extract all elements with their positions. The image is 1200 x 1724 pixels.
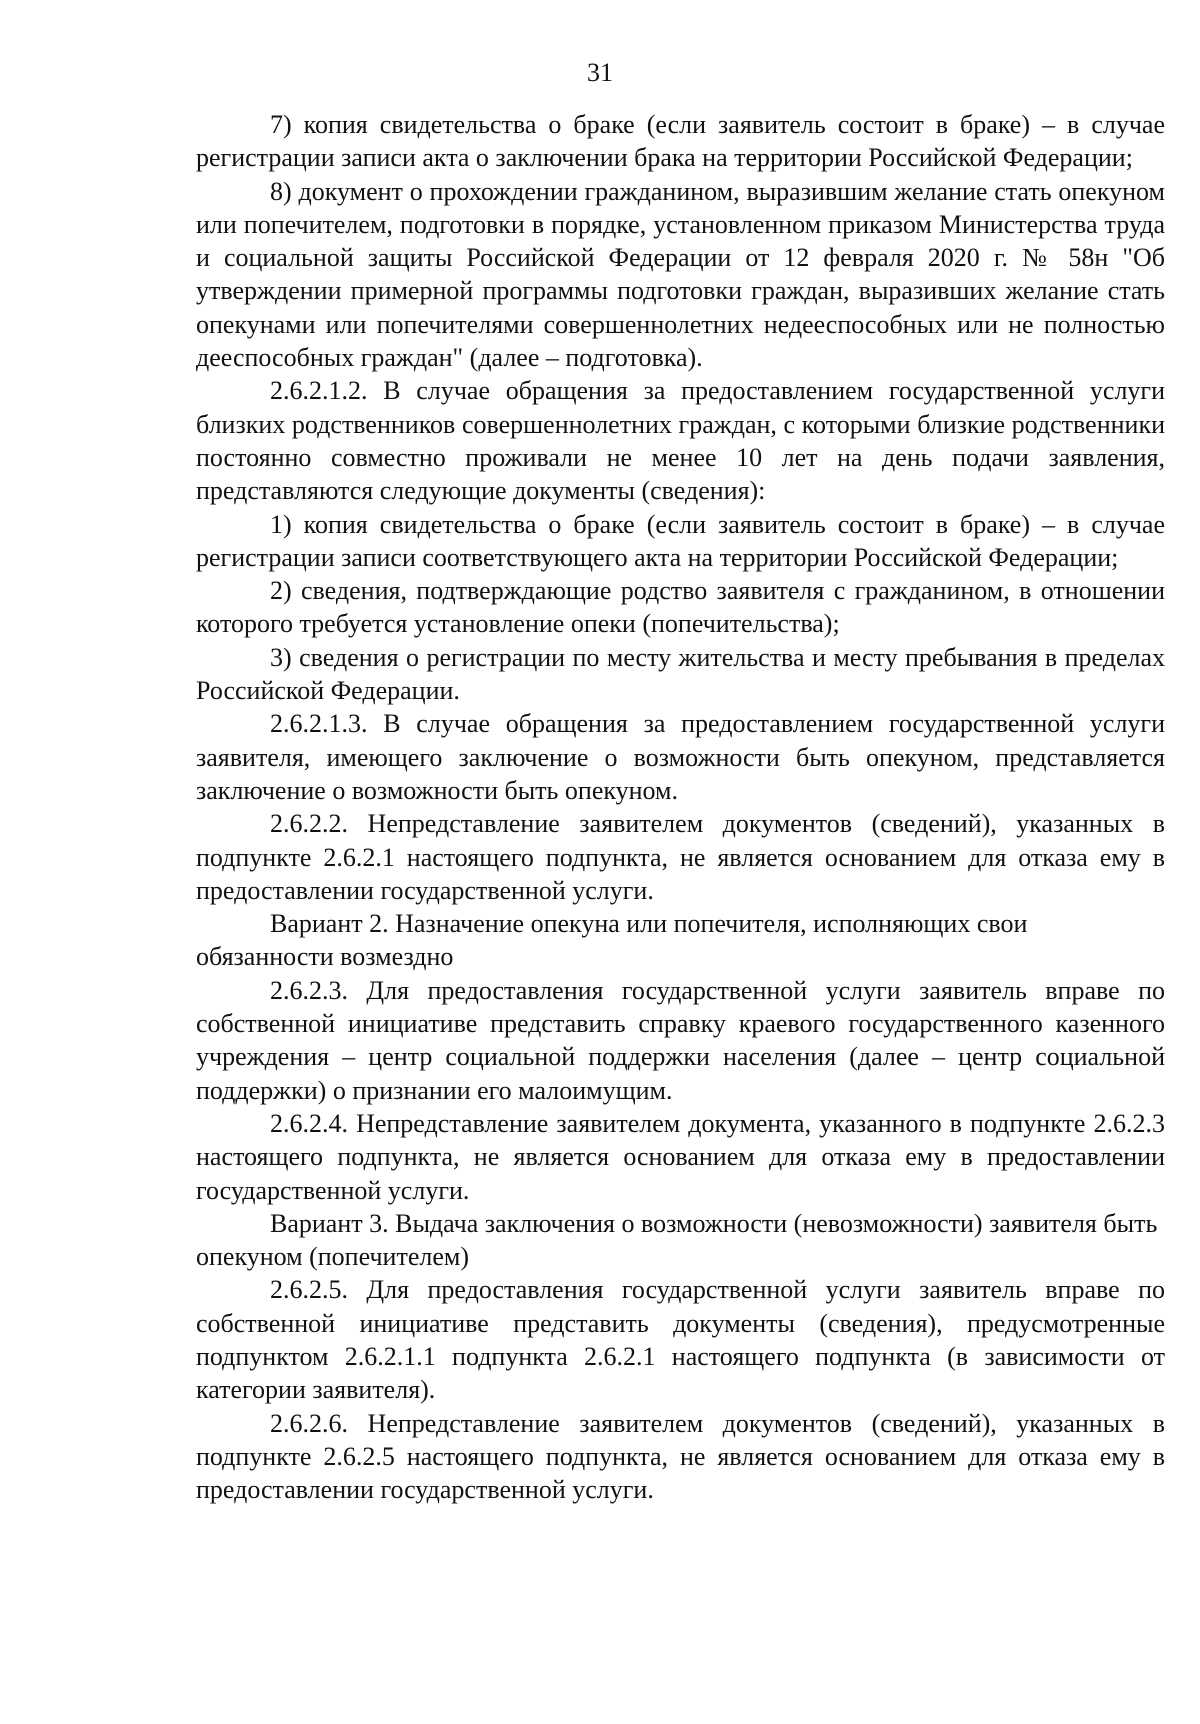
paragraph-2-6-2-2: 2.6.2.2. Непредставление заявителем документов (сведений), указанных в подпункте 2.6.2.1 настоящего подпункта, не является основанием для отказа ему в предоставлении государственной услуги. <box>196 809 1165 905</box>
paragraph-2-6-2-3: 2.6.2.3. Для предоставления государственной услуги заявитель вправе по собственной инициативе представить справку краевого государственного казенного учреждения – центр социальной поддержки населения (далее – центр социальной поддержки) о признании его малоимущим. <box>196 975 1165 1105</box>
variant-3-heading: Вариант 3. Выдача заключения о возможности (невозможности) заявителя быть опекуном (попечителем) <box>196 1208 1158 1272</box>
document-body <box>196 108 1165 1506</box>
paragraph-item-7: 7) копия свидетельства о браке (если заявитель состоит в браке) – в случае регистрации записи акта о заключении брака на территории Российской Федерации; <box>196 110 1165 173</box>
paragraph-2-6-2-5: 2.6.2.5. Для предоставления государственной услуги заявитель вправе по собственной инициативе представить документы (сведения), предусмотренные подпунктом 2.6.2.1.1 подпункта 2.6.2.1 настоящего подпункта (в зависимости от категории заявителя). <box>196 1275 1165 1405</box>
paragraph-item-1: 1) копия свидетельства о браке (если заявитель состоит в браке) – в случае регистрации записи соответствующего акта на территории Российской Федерации; <box>196 509 1165 572</box>
paragraph-2-6-2-6: 2.6.2.6. Непредставление заявителем документов (сведений), указанных в подпункте 2.6.2.5 настоящего подпункта, не является основанием для отказа ему в предоставлении государственной услуги. <box>196 1408 1165 1505</box>
variant-2-heading: Вариант 2. Назначение опекуна или попечителя, исполняющих свои обязанности возмездно <box>196 909 1028 972</box>
paragraph-2-6-2-1-3: 2.6.2.1.3. В случае обращения за предоставлением государственной услуги заявителя, имеющего заключение о возможности быть опекуном, представляется заключение о возможности быть опекуном. <box>196 709 1165 805</box>
paragraph-item-2: 2) сведения, подтверждающие родство заявителя с гражданином, в отношении которого требуется установление опеки (попечительства); <box>196 576 1165 639</box>
paragraph-item-8: 8) документ о прохождении гражданином, выразившим желание стать опекуном или попечителем, подготовки в порядке, установленном приказом Министерства труда и социальной защиты Российской Федерации от 12 февраля 2020 г. № 58н "Об утверждении примерной программы подготовки граждан, выразивших желание стать опекунами или попечителями совершеннолетних недееспособных или не полностью дееспособных граждан" (далее – подготовка). <box>196 176 1165 373</box>
paragraph-2-6-2-1-2: 2.6.2.1.2. В случае обращения за предоставлением государственной услуги близких родственников совершеннолетних граждан, с которыми близкие родственники постоянно совместно проживали не менее 10 лет на день подачи заявления, представляются следующие документы (сведения): <box>196 376 1165 506</box>
page-number: 31 <box>587 58 613 87</box>
paragraph-item-3: 3) сведения о регистрации по месту жительства и месту пребывания в пределах Российской Федерации. <box>196 642 1165 706</box>
paragraph-2-6-2-4: 2.6.2.4. Непредставление заявителем документа, указанного в подпункте 2.6.2.3 настоящего подпункта, не является основанием для отказа ему в предоставлении государственной услуги. <box>196 1108 1165 1205</box>
